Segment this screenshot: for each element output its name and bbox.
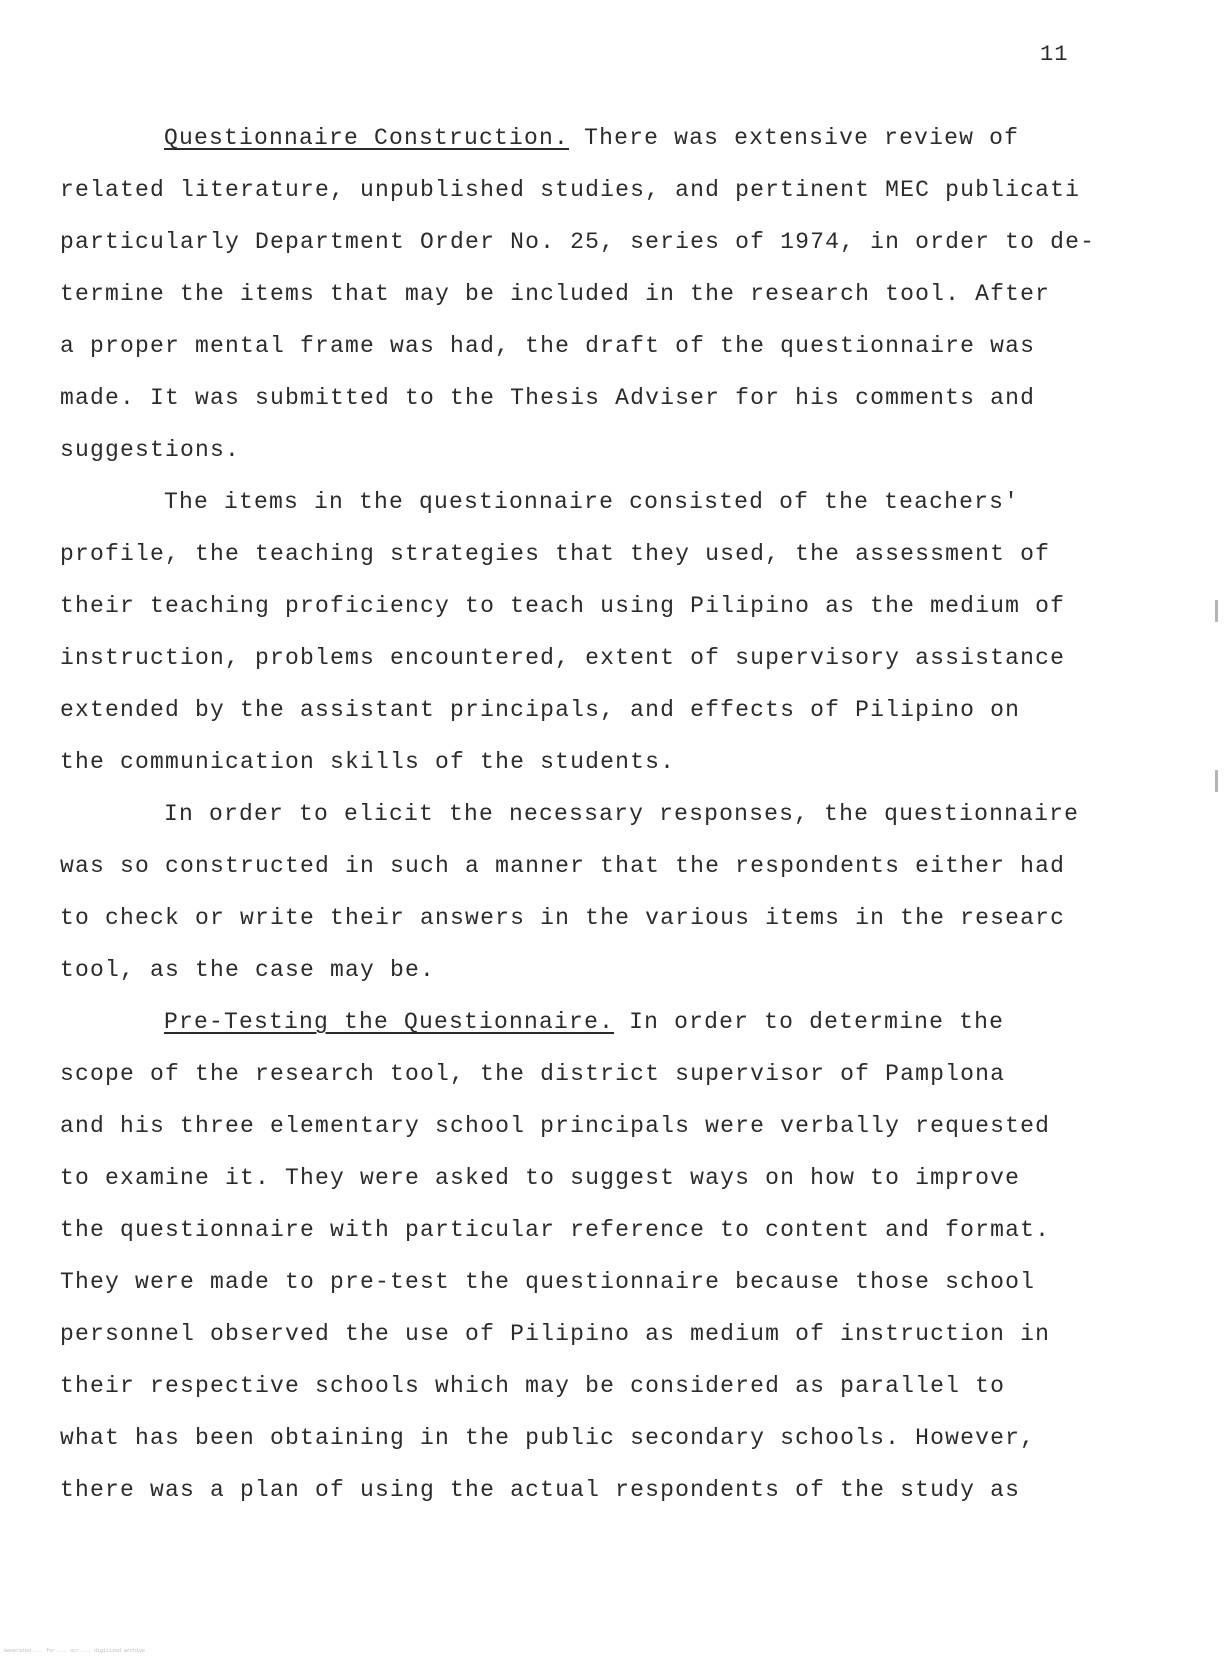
text-line: tool, as the case may be. bbox=[60, 957, 436, 983]
text-line: termine the items that may be included in the research tool. After bbox=[60, 281, 1051, 307]
text-line: the communication skills of the students. bbox=[60, 749, 676, 775]
text-line: extended by the assistant principals, and effects of Pilipino on bbox=[60, 697, 1021, 723]
text-line: and his three elementary school principals were verbally requested bbox=[60, 1113, 1051, 1139]
paragraph-pre-testing bbox=[60, 996, 1140, 1516]
text-line: what has been obtaining in the public secondary schools. However, bbox=[60, 1425, 1036, 1451]
page-number: 11 bbox=[1040, 42, 1069, 67]
paragraph-first-line bbox=[60, 996, 1140, 1048]
section-heading-questionnaire-construction: Questionnaire Construction. bbox=[164, 125, 570, 151]
text-line: the questionnaire with particular reference to content and format. bbox=[60, 1217, 1051, 1243]
section-heading-pre-testing: Pre-Testing the Questionnaire. bbox=[164, 1009, 615, 1035]
paragraph-elicit-responses bbox=[60, 788, 1140, 996]
text-line: profile, the teaching strategies that they used, the assessment of bbox=[60, 541, 1051, 567]
paragraph-first-line bbox=[60, 112, 1140, 164]
text-line: made. It was submitted to the Thesis Adviser for his comments and bbox=[60, 385, 1036, 411]
text-line: suggestions. bbox=[60, 437, 241, 463]
paragraph-items bbox=[60, 476, 1140, 788]
text-run: There was extensive review of bbox=[569, 125, 1020, 151]
paragraph-first-line: In order to elicit the necessary responses, the questionnaire bbox=[164, 801, 1080, 827]
text-line: personnel observed the use of Pilipino as medium of instruction in bbox=[60, 1321, 1051, 1347]
text-line: instruction, problems encountered, extent of supervisory assistance bbox=[60, 645, 1066, 671]
text-line: They were made to pre-test the questionnaire because those school bbox=[60, 1269, 1036, 1295]
text-line: a proper mental frame was had, the draft of the questionnaire was bbox=[60, 333, 1036, 359]
scan-edge-mark bbox=[1215, 600, 1218, 622]
scan-edge-mark bbox=[1215, 770, 1218, 792]
text-run: In order to determine the bbox=[614, 1009, 1005, 1035]
body-text bbox=[60, 112, 1140, 1516]
text-line: was so constructed in such a manner that the respondents either had bbox=[60, 853, 1066, 879]
text-line: there was a plan of using the actual respondents of the study as bbox=[60, 1477, 1021, 1503]
text-line: to examine it. They were asked to suggest ways on how to improve bbox=[60, 1165, 1021, 1191]
text-line: scope of the research tool, the district supervisor of Pamplona bbox=[60, 1061, 1006, 1087]
text-line: particularly Department Order No. 25, series of 1974, in order to de- bbox=[60, 229, 1096, 255]
paragraph-first-line: The items in the questionnaire consisted of the teachers' bbox=[164, 489, 1020, 515]
paragraph-questionnaire-construction bbox=[60, 112, 1140, 476]
scan-footer-note: Generated ... for ... ocr ... digitized archive bbox=[4, 1648, 146, 1654]
text-line: related literature, unpublished studies, and pertinent MEC publicati bbox=[60, 177, 1081, 203]
text-line: their teaching proficiency to teach using Pilipino as the medium of bbox=[60, 593, 1066, 619]
text-line: to check or write their answers in the various items in the researc bbox=[60, 905, 1066, 931]
text-line: their respective schools which may be considered as parallel to bbox=[60, 1373, 1006, 1399]
